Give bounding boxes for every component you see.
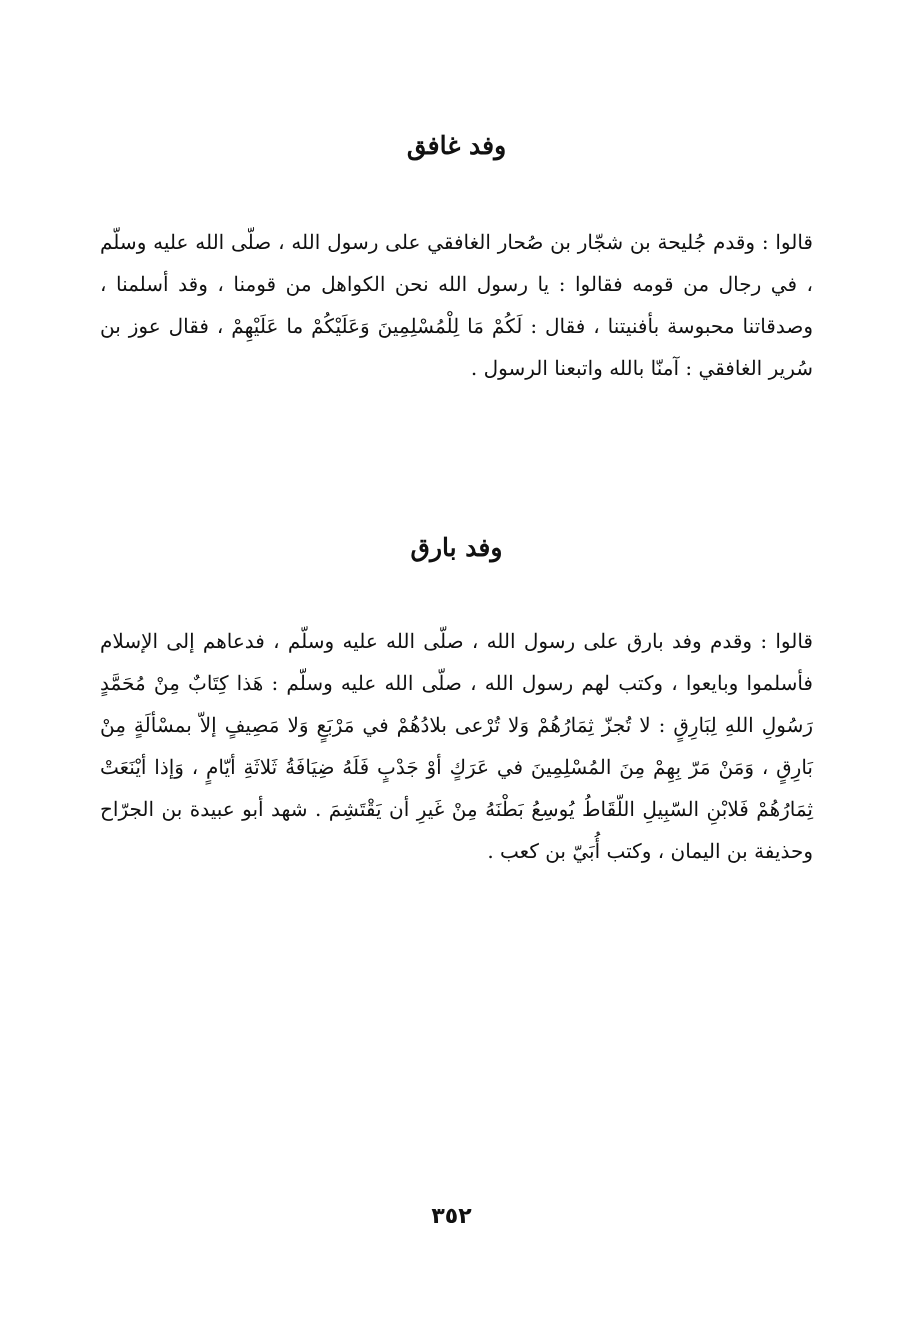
section-title: وفد غافق xyxy=(406,131,507,160)
section-wafd-bariq xyxy=(100,528,813,872)
section-title: وفد بارق xyxy=(410,533,503,562)
section-paragraph: قالوا : وقدم جُليحة بن شجّار بن صُحار الغافقي على رسول الله ، صلّى الله عليه وسلّم ، في رجال من قومه فقالوا : يا رسول الله نحن الكواهل من قومنا ، وقد أسلمنا ، وصدقاتنا محبوسة بأفنيتنا ، فقال : لَكُمْ مَا لِلْمُسْلِمِينَ وَعَلَيْكُمْ ما عَلَيْهِمْ ، فقال عوز بن سُرير الغافقي : آمنّا بالله واتبعنا الرسول . xyxy=(100,230,813,380)
page-number: ٣٥٢ xyxy=(431,1204,472,1229)
section-paragraph: قالوا : وقدم وفد بارق على رسول الله ، صلّى الله عليه وسلّم ، فدعاهم إلى الإسلام فأسلموا وبايعوا ، وكتب لهم رسول الله ، صلّى الله عليه وسلّم : هَذا كِتَابٌ مِنْ مُحَمَّدٍ رَسُولِ اللهِ لِبَارِقٍ : لا تُجزّ ثِمَارُهُمْ وَلا تُرْعى بلادُهُمْ في مَرْبَعٍ وَلا مَصِيفٍ إلاّ بمسْألَةٍ مِنْ بَارِقٍ ، وَمَنْ مَرّ بِهِمْ مِنَ المُسْلِمِينَ في عَرَكٍ أوْ جَدْبٍ فَلَهُ ضِيَافَةُ ثَلاثَةِ أيّامٍ ، وَإذا أيْنَعَتْ ثِمَارُهُمْ فَلابْنِ السّبِيلِ اللّقَاطُ يُوسِعُ بَطْنَهُ مِنْ غَيرِ أن يَقْتَشِمَ . شهد أبو عبيدة بن الجرّاح وحذيفة بن اليمان ، وكتب أُبَيّ بن كعب . xyxy=(100,629,813,863)
section-wafd-ghafiq xyxy=(100,126,813,389)
